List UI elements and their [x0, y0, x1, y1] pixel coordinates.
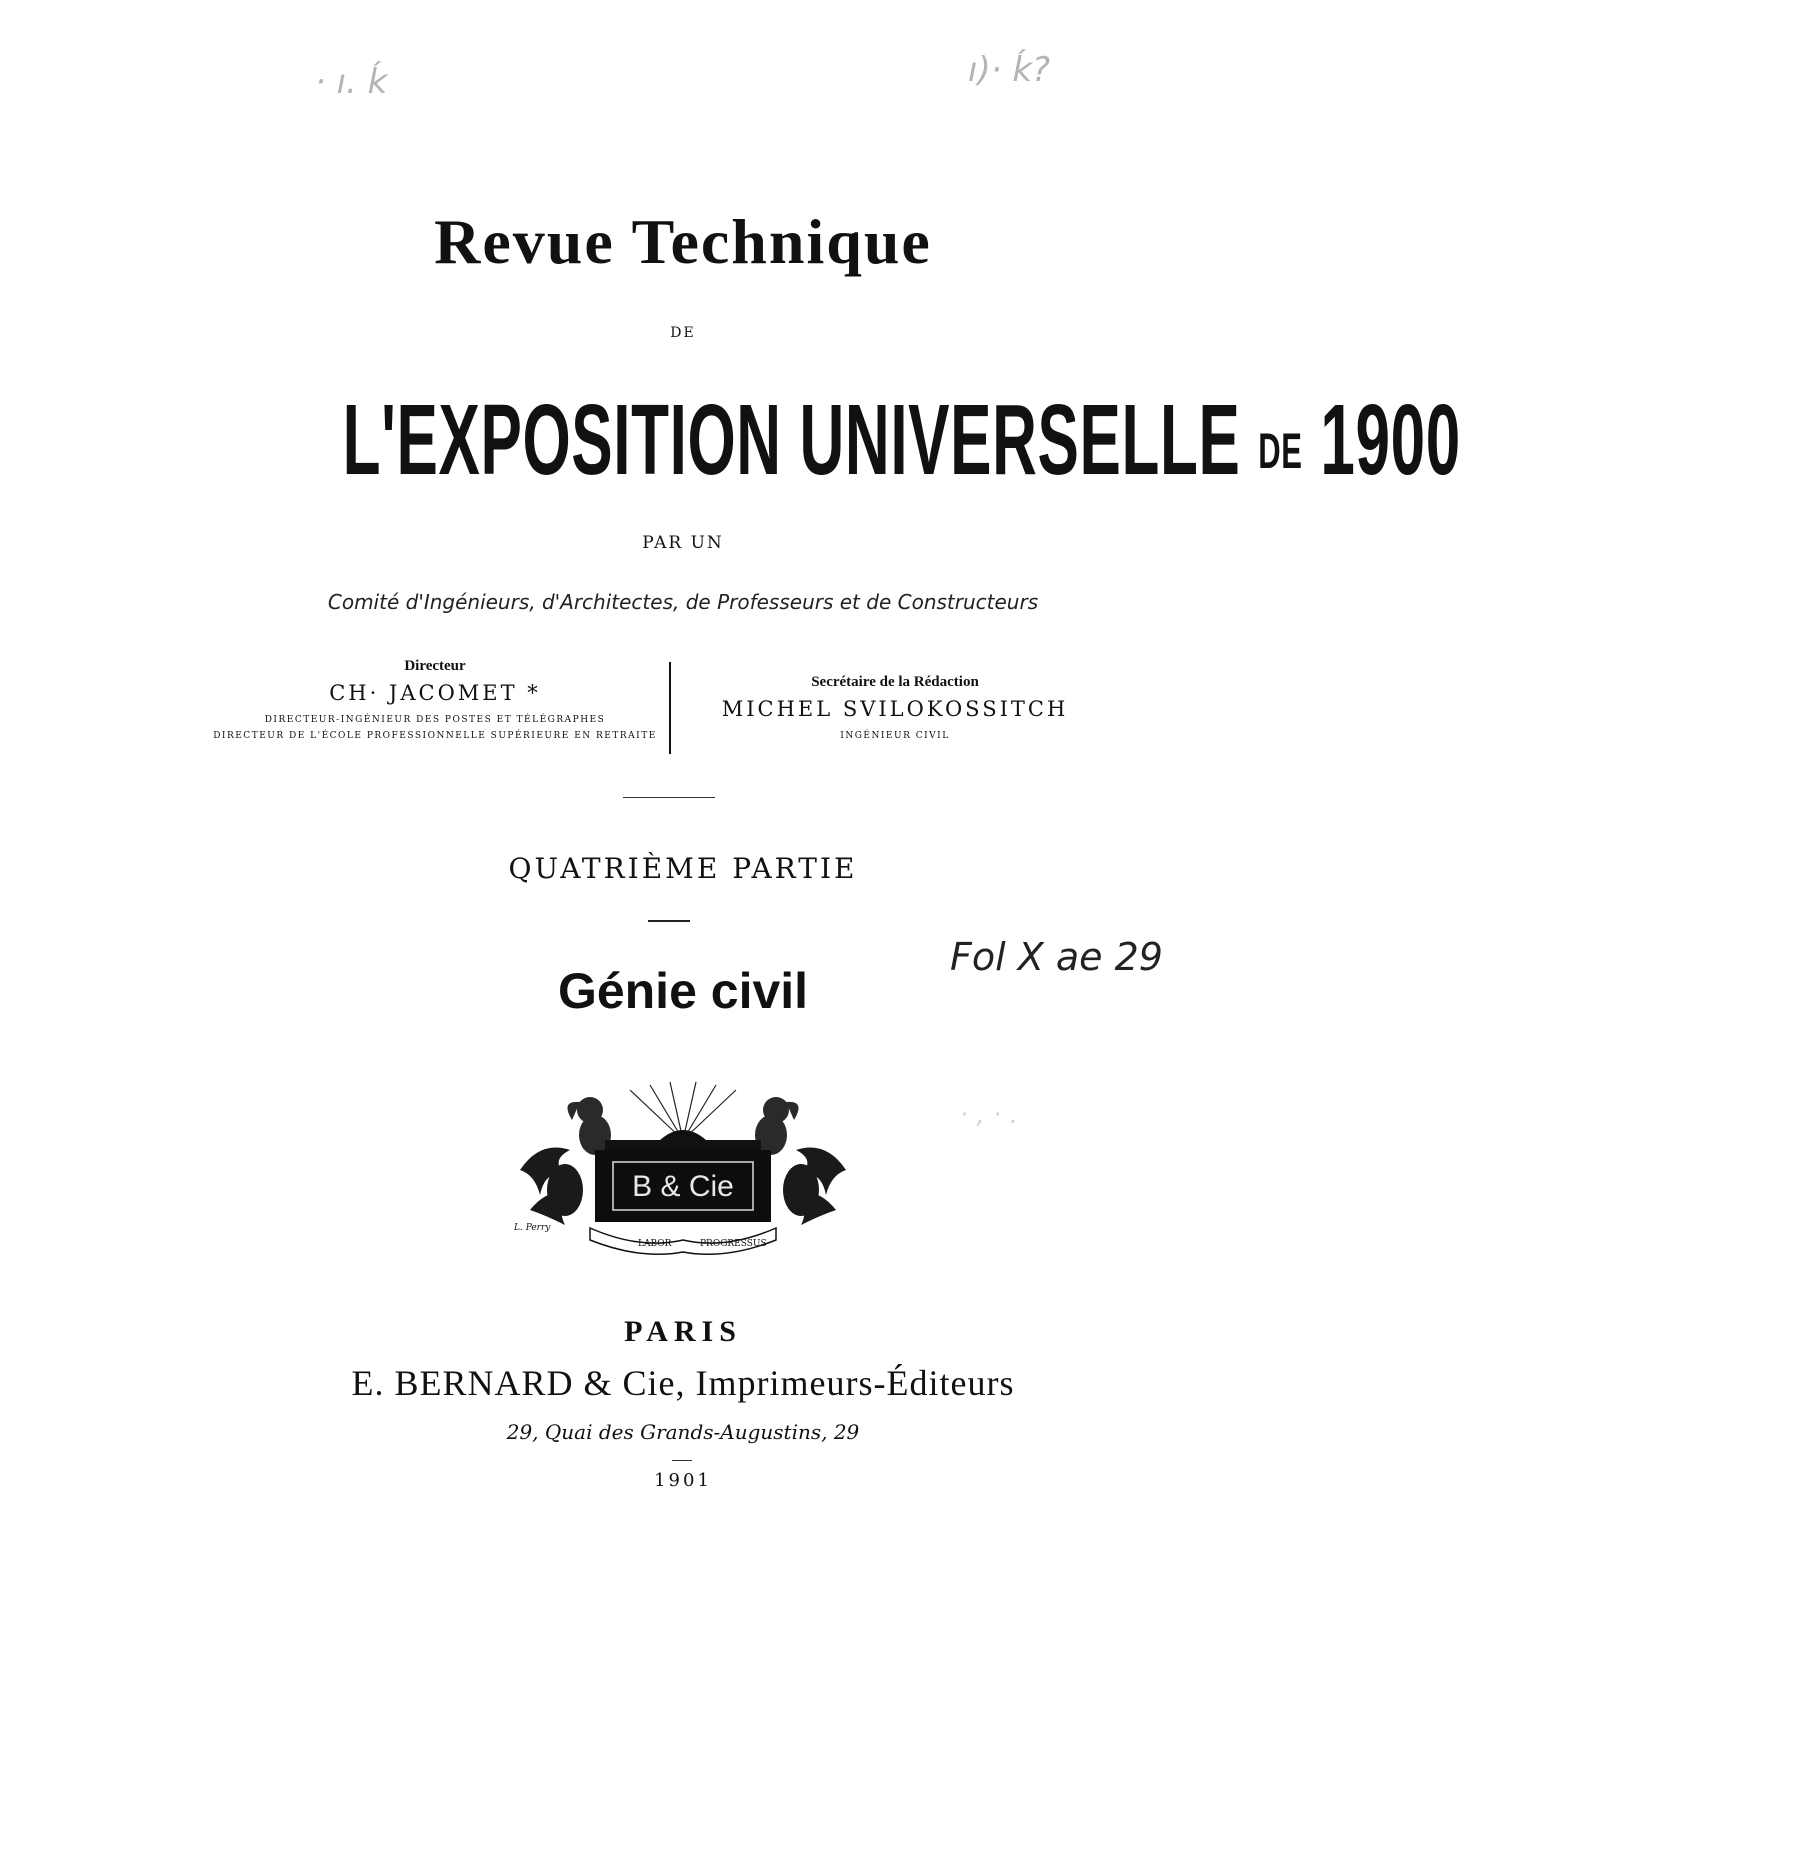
handwritten-shelfmark: Fol X ae 29	[950, 935, 1163, 979]
title-exposition-universelle	[0, 384, 1461, 506]
publisher-emblem	[510, 1080, 856, 1260]
directeur-block	[200, 658, 670, 741]
title-de: DE	[670, 325, 696, 341]
emblem-motto-right: PROGRESSUS	[700, 1239, 767, 1249]
part-subject: Génie civil	[557, 963, 809, 1019]
pencil-mark-top-left: · ı. ḱ	[315, 62, 388, 102]
cherub-left	[568, 1097, 612, 1155]
imprint-address: 29, Quai des Grands-Augustins, 29	[506, 1420, 860, 1444]
secretaire-title: INGÉNIEUR CIVIL	[840, 731, 950, 741]
pencil-mark-top-right: ı)· ḱ?	[968, 50, 1051, 90]
pencil-mark-faint-right: · , · .	[960, 1100, 1018, 1130]
title-main-text: L'EXPOSITION UNIVERSELLE	[342, 384, 1241, 496]
secretaire-name: MICHEL SVILOKOSSITCH	[721, 697, 1069, 721]
cherub-right	[755, 1097, 799, 1155]
emblem-dome	[660, 1130, 706, 1140]
separator-rule	[623, 797, 715, 798]
emblem-top-bar	[605, 1140, 761, 1150]
title-main-de: DE	[1258, 423, 1303, 479]
title-revue-technique: Revue Technique	[434, 206, 932, 277]
separator-dash	[648, 920, 690, 922]
part-label: QUATRIÈME PARTIE	[508, 852, 858, 885]
secretaire-block	[690, 674, 1100, 741]
emblem-monogram: B & Cie	[632, 1170, 734, 1203]
foliage-right	[783, 1148, 846, 1226]
imprint-publisher: E. BERNARD & Cie, Imprimeurs-Éditeurs	[351, 1363, 1015, 1403]
emblem-signature: L. Perry	[514, 1223, 551, 1233]
imprint-city: PARIS	[624, 1315, 742, 1348]
imprint-year: 1901	[654, 1470, 712, 1491]
column-divider	[669, 662, 671, 754]
directeur-role: Directeur	[404, 658, 466, 674]
directeur-name: CH· JACOMET *	[329, 681, 541, 705]
committee-line: Comité d'Ingénieurs, d'Architectes, de Professeurs et de Constructeurs	[327, 590, 1039, 614]
imprint-dash	[672, 1460, 692, 1461]
par-un: PAR UN	[642, 533, 724, 553]
foliage-left	[520, 1148, 583, 1226]
directeur-title-2: DIRECTEUR DE L'ÉCOLE PROFESSIONNELLE SUPÉRIEURE EN RETRAITE	[213, 731, 657, 741]
directeur-title-1: DIRECTEUR-INGÉNIEUR DES POSTES ET TÉLÉGRAPHES	[264, 715, 606, 725]
secretaire-role: Secrétaire de la Rédaction	[811, 674, 979, 690]
title-main-year: 1900	[1320, 384, 1461, 496]
emblem-motto-left: LABOR	[638, 1239, 672, 1249]
